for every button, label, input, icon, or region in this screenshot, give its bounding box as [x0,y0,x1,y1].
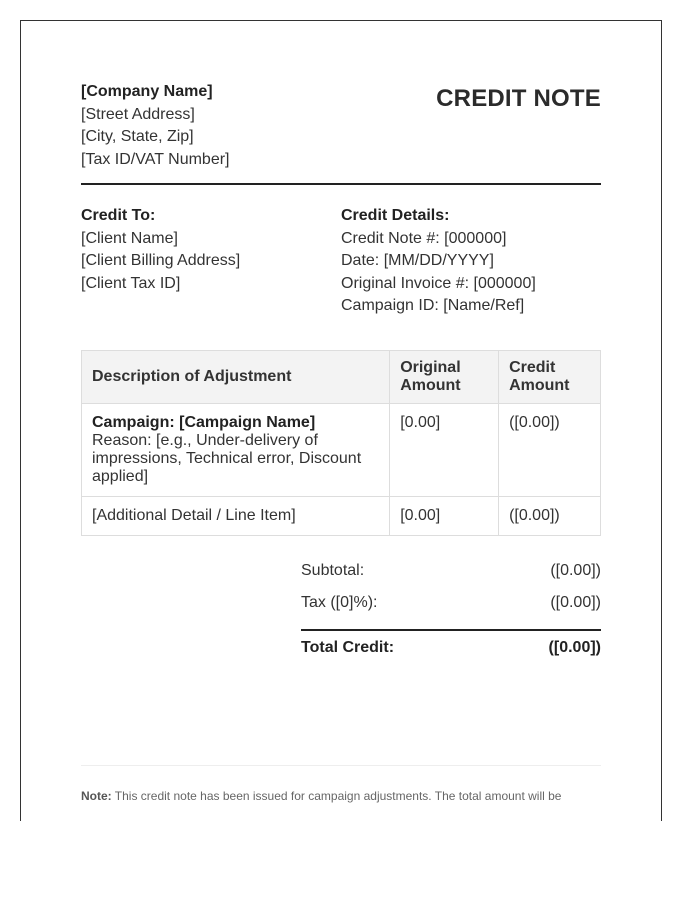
document-body [81,81,601,658]
client-tax-id: [Client Tax ID] [81,274,181,292]
sender-block [81,81,229,171]
credit-date: Date: [MM/DD/YYYY] [341,252,494,269]
header-credit-line2: Amount [509,376,570,394]
campaign-id: Campaign ID: [Name/Ref] [341,297,525,314]
adjustment-reason: Reason: [e.g., Under-delivery of impressions, Technical error, Discount applied] [92,431,362,485]
total-credit-row [301,638,601,658]
document-header [81,81,601,185]
total-credit-label: Total Credit: [301,638,395,656]
street-address: [Street Address] [81,105,195,123]
client-billing-address: [Client Billing Address] [81,252,241,269]
row-credit-amount: ([0.00]) [499,496,601,535]
header-original-amount [390,350,499,403]
totals-section [301,561,601,658]
subtotal-label: Subtotal: [301,561,365,579]
footer-note [81,765,601,804]
row-original-amount: [0.00] [390,496,499,535]
tax-row [301,593,601,613]
credit-note-page [20,20,662,821]
header-original-line2: Amount [400,376,461,394]
table-header-row [82,350,601,403]
client-name: [Client Name] [81,229,178,247]
tax-label: Tax ([0]%): [301,593,378,611]
row-description: [Additional Detail / Line Item] [82,496,390,535]
header-description: Description of Adjustment [82,350,390,403]
table-row [82,403,601,496]
header-original-line1: Original [400,358,461,376]
header-credit-amount [499,350,601,403]
subtotal-value: ([0.00]) [550,561,601,579]
adjustments-table [81,350,601,536]
credit-details-block [341,205,601,318]
credit-details-heading: Credit Details: [341,207,450,224]
company-tax-id: [Tax ID/VAT Number] [81,150,230,168]
credit-to-block [81,205,341,318]
row-credit-amount: ([0.00]) [499,403,601,496]
header-credit-line1: Credit [509,358,556,376]
subtotal-row [301,561,601,581]
city-state-zip: [City, State, Zip] [81,128,194,145]
document-title: CREDIT NOTE [436,85,601,112]
row-description [82,403,390,496]
credit-to-heading: Credit To: [81,207,156,224]
parties-section [81,205,601,318]
note-text: This credit note has been issued for campaign adjustments. The total amount will be [111,789,562,803]
table-row [82,496,601,535]
credit-note-number: Credit Note #: [000000] [341,229,507,247]
note-label: Note: [81,789,112,803]
original-invoice-number: Original Invoice #: [000000] [341,274,536,292]
tax-value: ([0.00]) [550,593,601,611]
campaign-title: Campaign: [Campaign Name] [92,413,316,431]
totals-divider [301,629,601,631]
row-original-amount: [0.00] [390,403,499,496]
total-credit-value: ([0.00]) [548,638,601,656]
company-name: [Company Name] [81,83,213,100]
